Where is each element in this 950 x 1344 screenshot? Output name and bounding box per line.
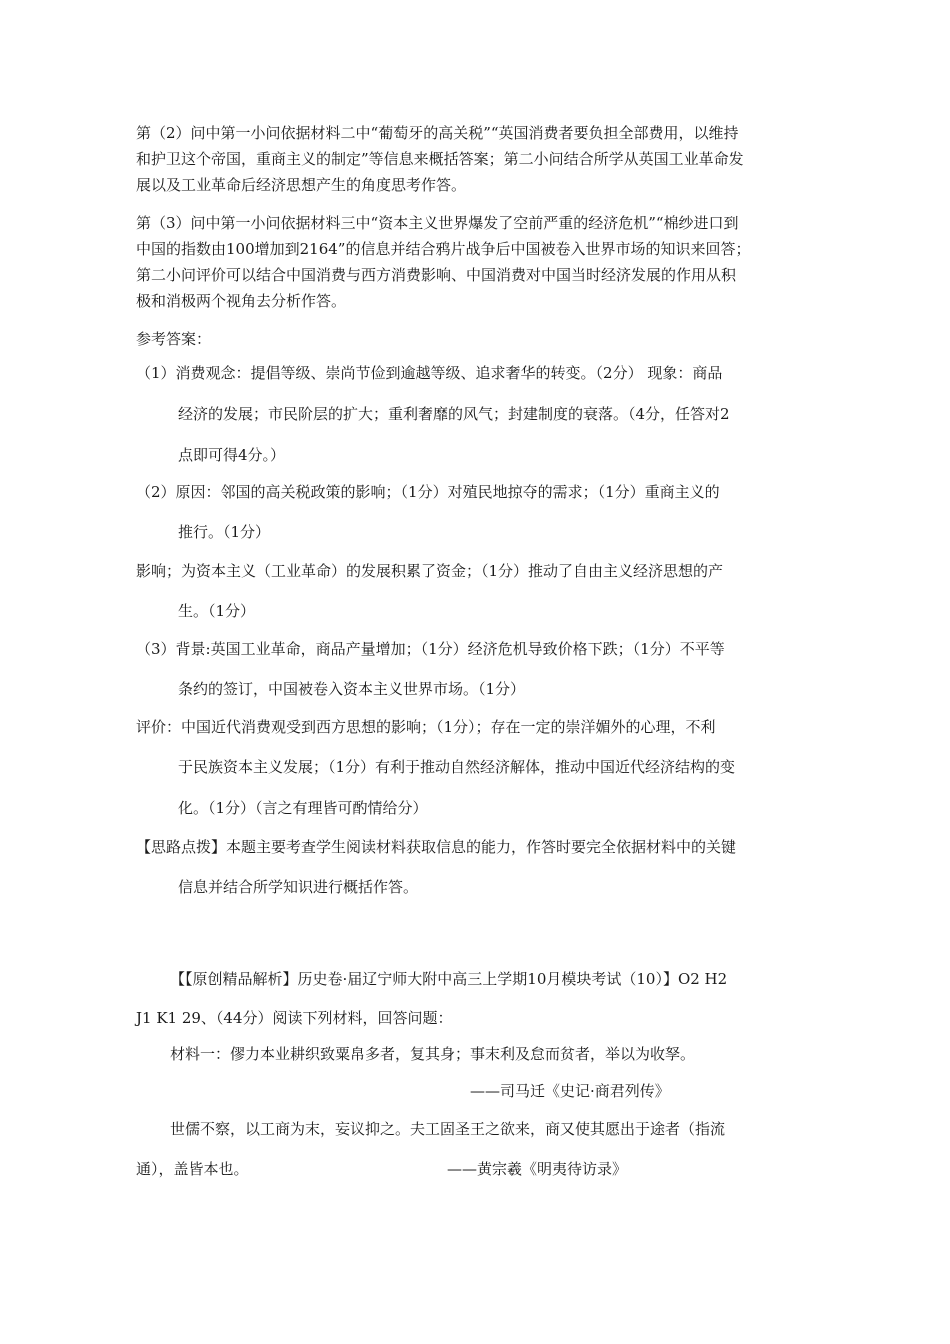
material-one-text: 材料一：僇力本业耕织致粟帛多者，复其身；事末利及怠而贫者，举以为收孥。 [170,1045,696,1063]
analysis-q2-line1: 第（2）问中第一小问依据材料二中“葡萄牙的高关税”“英国消费者要负担全部费用，以维持 [136,124,739,142]
question-title-line2: J1 K1 29、（44分）阅读下列材料，回答问题： [136,1009,453,1027]
reference-answer-heading: 参考答案： [136,330,212,348]
analysis-q3-line1: 第（3）问中第一小问依据材料三中“资本主义世界爆发了空前严重的经济危机”“棉纱进口到 [136,214,739,232]
material-two-line1: 世儒不察，以工商为末，妄议抑之。夫工固圣王之欲来，商又使其愿出于途者（指流 [170,1120,726,1138]
answer3-eval-line1: 评价：中国近代消费观受到西方思想的影响；（1分）；存在一定的崇洋媚外的心理，不利 [136,718,716,736]
answer3-eval-line2: 于民族资本主义发展；（1分）有利于推动自然经济解体，推动中国近代经济结构的变 [178,758,736,776]
question-title-line1: 【【原创精品解析】历史卷·届辽宁师大附中高三上学期10月模块考试（10）】O2 H2 [170,970,728,988]
thinking-tip-line2: 信息并结合所学知识进行概括作答。 [178,878,419,896]
answer2-line2: 推行。（1分） [178,523,271,541]
answer3-line1: （3）背景:英国工业革命，商品产量增加；（1分）经济危机导致价格下跌；（1分）不平等 [136,640,725,658]
thinking-tip-line1: 【思路点拨】本题主要考查学生阅读材料获取信息的能力，作答时要完全依据材料中的关键 [136,838,737,856]
answer2-effect-line2: 生。（1分） [178,602,256,620]
analysis-q2-line3: 展以及工业革命后经济思想产生的角度思考作答。 [136,176,467,194]
material-one-source: ——司马迁《史记·商君列传》 [470,1082,670,1100]
analysis-q3-line3: 第二小问评价可以结合中国消费与西方消费影响、中国消费对中国当时经济发展的作用从积 [136,266,737,284]
answer1-line1: （1）消费观念：提倡等级、崇尚节俭到逾越等级、追求奢华的转变。（2分） 现象：商品 [136,364,723,382]
analysis-q2-line2: 和护卫这个帝国，重商主义的制定”等信息来概括答案；第二小问结合所学从英国工业革命发 [136,150,744,168]
answer2-line1: （2）原因：邻国的高关税政策的影响；（1分）对殖民地掠夺的需求；（1分）重商主义的 [136,483,720,501]
answer1-line2: 经济的发展；市民阶层的扩大；重利奢靡的风气；封建制度的衰落。（4分，任答对2 [178,405,730,423]
answer2-effect-line1: 影响；为资本主义（工业革命）的发展积累了资金；（1分）推动了自由主义经济思想的产 [136,562,724,580]
material-two-line2: 通），盖皆本也。 [136,1160,249,1178]
answer3-eval-line3: 化。（1分）（言之有理皆可酌情给分） [178,799,428,817]
analysis-q3-line4: 极和消极两个视角去分析作答。 [136,292,347,310]
analysis-q3-line2: 中国的指数由100增加到2164”的信息并结合鸦片战争后中国被卷入世界市场的知识来回答； [136,240,751,258]
answer3-line2: 条约的签订，中国被卷入资本主义世界市场。（1分） [178,680,526,698]
material-two-source: ——黄宗羲《明夷待访录》 [447,1160,628,1178]
answer1-line3: 点即可得4分。） [178,446,286,464]
